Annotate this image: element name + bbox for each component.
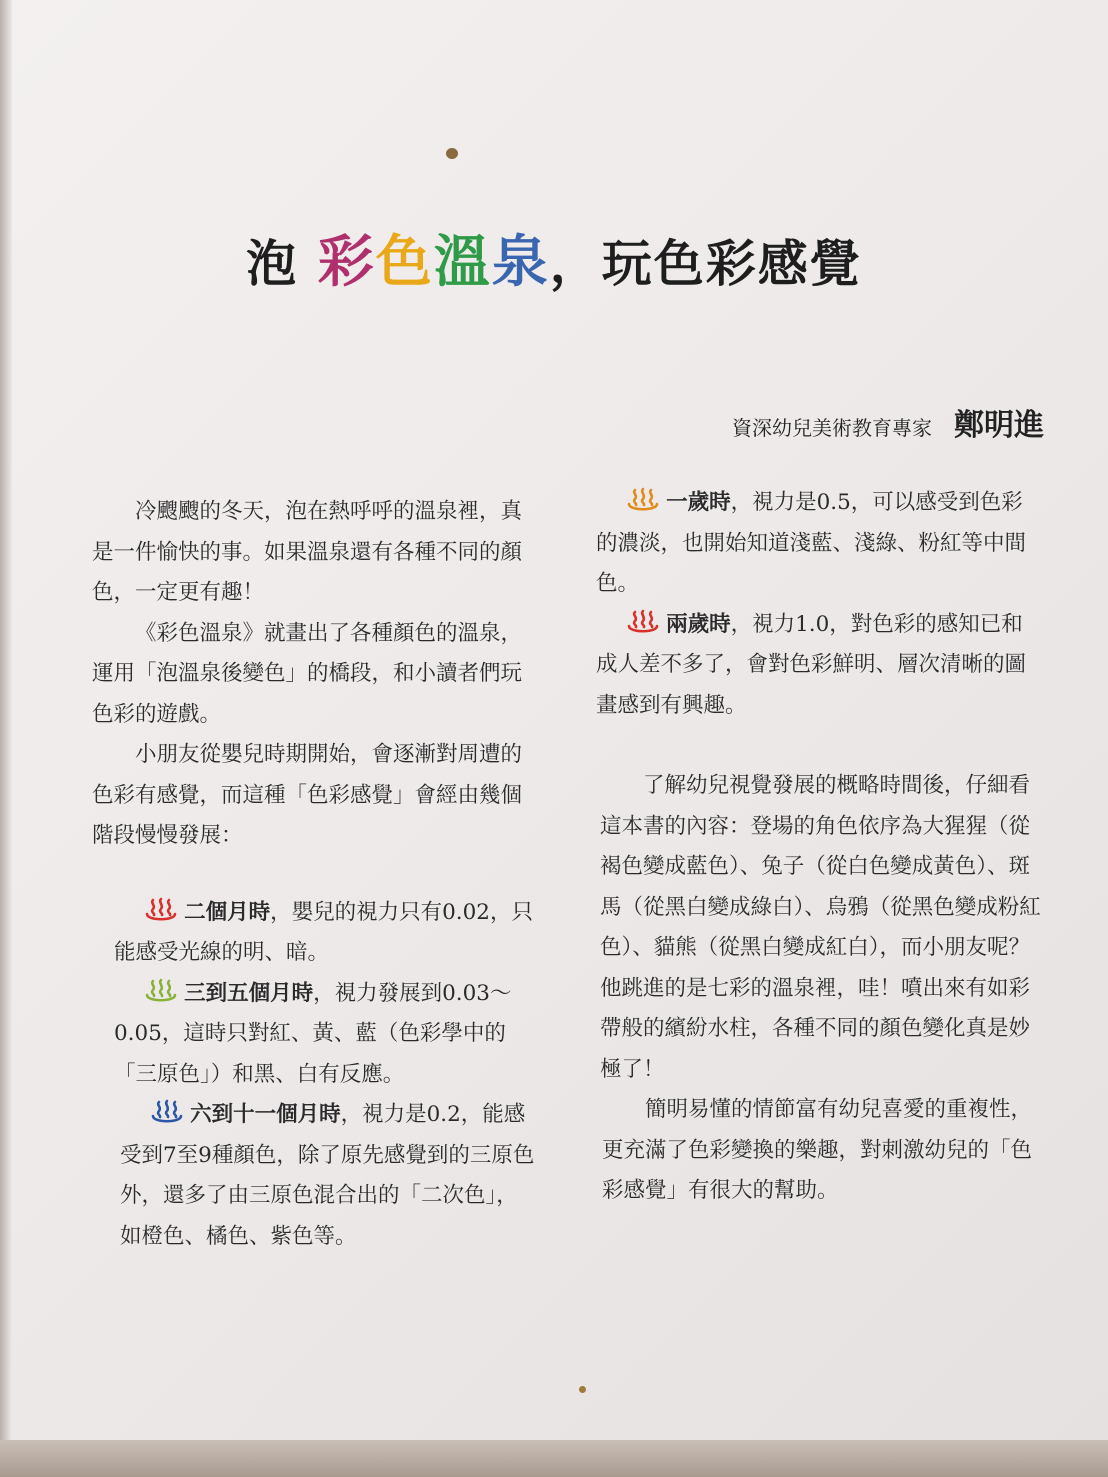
hot-spring-icon <box>144 978 178 1004</box>
stage-lead: 一歲時 <box>666 490 731 515</box>
stain-mark <box>579 1386 586 1393</box>
stage-lead: 二個月時 <box>184 899 271 925</box>
author-credit <box>732 400 1044 444</box>
stage-item <box>596 605 1044 727</box>
intro-paragraph: 小朋友從嬰兒時期開始，會逐漸對周遭的色彩有感覺，而這種「色彩感覺」會經由幾個階段慢慢發展： <box>92 742 523 848</box>
left-column <box>92 492 538 1257</box>
right-column <box>596 483 1044 1212</box>
author-role: 資深幼兒美術教育專家 <box>732 416 932 440</box>
stage-item <box>92 974 538 1096</box>
title-prefix: 泡 <box>246 235 318 293</box>
stage-text: ，視力是0.2，能感受到7至9種顏色，除了原先感覺到的三原色外，還多了由三原色混合出的「二次色」，如橙色、橘色、紫色等。 <box>120 1102 535 1249</box>
stage-text: ，嬰兒的視力只有0.02，只能感受光線的明、暗。 <box>114 899 533 965</box>
stain-mark <box>446 148 458 159</box>
title-colored-char: 彩 <box>317 230 376 295</box>
stage-lead: 兩歲時 <box>666 611 731 637</box>
author-name: 鄭明進 <box>954 408 1044 443</box>
intro-paragraph: 《彩色溫泉》就畫出了各種顏色的溫泉，運用「泡溫泉後變色」的橋段，和小讀者們玩色彩的遊戲。 <box>92 620 523 727</box>
hot-spring-icon <box>150 1099 184 1125</box>
stage-item <box>92 893 538 974</box>
intro-paragraph: 冷颼颼的冬天，泡在熱呼呼的溫泉裡，真是一件愉快的事。如果溫泉還有各種不同的顏色，一定更有趣！ <box>92 499 523 605</box>
stage-lead: 三到五個月時 <box>184 980 314 1006</box>
table-surface <box>0 1440 1108 1477</box>
hot-spring-icon <box>626 609 660 635</box>
stage-text: ，視力發展到0.03～0.05，這時只對紅、黃、藍（色彩學中的「三原色」）和黑、白有反應。 <box>114 980 512 1087</box>
title-colored-char: 色 <box>375 230 434 295</box>
stage-text: ，視力是0.5，可以感受到色彩的濃淡，也開始知道淺藍、淺綠、粉紅等中間色。 <box>596 490 1027 596</box>
stage-lead: 六到十一個月時 <box>190 1102 341 1127</box>
title-colored-char: 溫 <box>433 230 492 295</box>
hot-spring-icon <box>626 487 660 513</box>
hot-spring-icon <box>144 897 178 923</box>
stage-item <box>596 483 1044 605</box>
stage-item <box>92 1095 538 1257</box>
page-spine-shadow <box>0 0 12 1440</box>
title-colored-char: 泉 <box>491 230 550 295</box>
stage-text: ，視力1.0，對色彩的感知已和成人差不多了，會對色彩鮮明、層次清晰的圖畫感到有興趣。 <box>596 611 1027 718</box>
body-paragraph: 簡明易懂的情節富有幼兒喜愛的重複性，更充滿了色彩變換的樂趣，對刺激幼兒的「色彩感覺」有很大的幫助。 <box>602 1097 1033 1203</box>
title-suffix: ，玩色彩感覺 <box>549 235 862 293</box>
page-title <box>0 218 1108 298</box>
body-paragraph: 了解幼兒視覺發展的概略時間後，仔細看這本書的內容：登場的角色依序為大猩猩（從褐色變成藍色）、兔子（從白色變成黃色）、斑馬（從黑白變成綠白）、烏鴉（從黑色變成粉紅色）、貓熊（從黑白變成紅白），而小朋友呢？他跳進的是七彩的溫泉裡，哇！噴出來有如彩帶般的繽紛水柱，各種不同的顏色變化真是妙極了！ <box>600 773 1041 1082</box>
